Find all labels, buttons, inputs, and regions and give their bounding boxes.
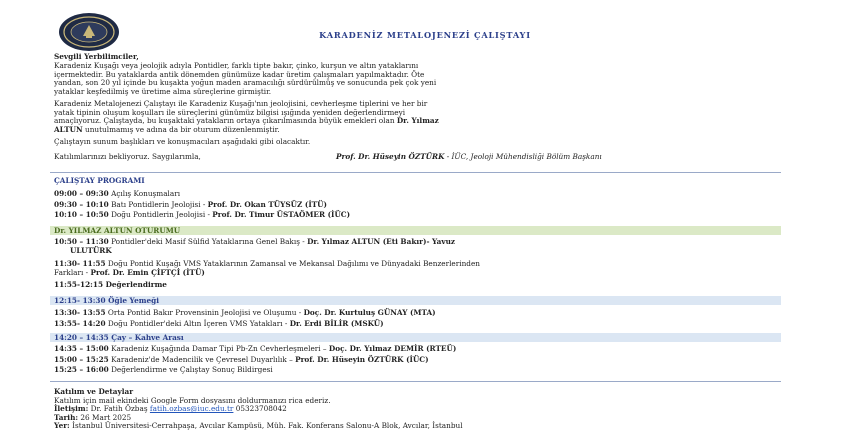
program-row-continuation: Farkları - Prof. Dr. Emin ÇİFTÇİ (İTÜ): [54, 268, 205, 277]
program-row: 15:25 – 16:00 Değerlendirme ve Çalıştay Sonuç Bildirgesi: [54, 365, 273, 374]
date-line: Tarih: 26 Mart 2025: [54, 412, 132, 422]
coffee-break: 14:20 – 14:35 Çay – Kahve Arası: [54, 333, 184, 342]
page-title: KARADENİZ METALOJENEZİ ÇALIŞTAYI: [319, 30, 531, 40]
form-note: Katılım için mail ekindeki Google Form dosyasını doldurmanızı rica ederiz.: [54, 396, 331, 405]
closing-line: Katılımlarınızı bekliyoruz. Saygılarımla, Prof. Dr. Hüseyin ÖZTÜRK - İÜC, Jeoloji Mühendisliği Bölüm Başkanı: [54, 152, 602, 161]
program-row-continuation: ULUTÜRK: [70, 246, 112, 255]
program-row: 11:30- 11:55 Doğu Pontid Kuşağı VMS Yataklarının Zamansal ve Mekansal Dağılımı ve Dünyadaki Benzerlerinden: [54, 259, 480, 268]
program-row: 09:30 – 10:10 Batı Pontidlerin Jeolojisi - Prof. Dr. Okan TÜYSÜZ (İTÜ): [54, 199, 327, 209]
intro-paragraph-1-line-4: yataklar keşfedilmiş ve üretime alma süreçlerine girmiştir.: [54, 86, 272, 96]
intro-paragraph-3: Çalıştayın sunum başlıkları ve konuşmacıları aşağıdaki gibi olacaktır.: [54, 137, 311, 146]
divider: [50, 381, 781, 382]
program-row: 15:00 – 15:25 Karadeniz'de Madencilik ve Çevresel Duyarlılık – Prof. Dr. Hüseyin ÖZTÜRK (İÜC): [54, 354, 429, 364]
program-row: 10:50 – 11:30 Pontidler'deki Masif Sülfid Yataklarına Genel Bakış - Dr. Yılmaz ALTUN (Eti Bakır)- Yavuz: [54, 237, 456, 246]
contact-email-link[interactable]: fatih.ozbas@iuc.edu.tr: [149, 404, 234, 413]
divider: [50, 172, 781, 173]
honoree-name: Dr. Yılmaz: [396, 116, 439, 125]
contact-line: İletişim: Dr. Fatih Özbaş fatih.ozbas@iuc.edu.tr 05323708042: [54, 404, 287, 413]
program-row: 13:30- 13:55 Orta Pontid Bakır Provensinin Jeolojisi ve Oluşumu - Doç. Dr. Kurtuluş GÜNAY (MTA): [54, 308, 436, 317]
lunch-break: 12:15- 13:30 Öğle Yemeği: [54, 296, 159, 305]
place-line: Yer: İstanbul Üniversitesi-Cerrahpaşa, Avcılar Kampüsü, Müh. Fak. Konferans Salonu-A Blok, Avcılar, İstanbul: [54, 421, 463, 430]
evaluation-break: 11:55-12:15 Değerlendirme: [54, 280, 167, 289]
session-title: Dr. YILMAZ ALTUN OTURUMU: [54, 226, 181, 235]
signature: Prof. Dr. Hüseyin ÖZTÜRK - İÜC, Jeoloji Mühendisliği Bölüm Başkanı: [336, 152, 602, 161]
footer-heading: Katılım ve Detaylar: [54, 387, 134, 396]
program-row: 09:00 – 09:30 Açılış Konuşmaları: [54, 189, 181, 198]
intro-paragraph-2-line-3: amaçlıyoruz. Çalıştayda, bu kuşaktaki yatakların ortaya çıkarılmasında büyük emekleri olan Dr. Yılmaz: [54, 116, 439, 125]
program-row: 14:35 – 15:00 Karadeniz Kuşağında Damar Tipi Pb-Zn Cevherleşmeleri – Doç. Dr. Yılmaz DEMİR (RTEÜ): [54, 344, 457, 353]
program-heading: ÇALIŞTAY PROGRAMI: [54, 176, 145, 185]
intro-paragraph-2-line-4: ALTUN unutulmamış ve adına da bir oturum düzenlenmiştir.: [54, 124, 280, 134]
lunch-band: [50, 296, 781, 305]
salutation: Sevgili Yerbilimciler,: [54, 52, 139, 61]
intro-paragraph-1-line-1: Karadeniz Kuşağı veya jeolojik adıyla Pontidler, farklı tipte bakır, çinko, kurşun ve altın yataklarını: [54, 61, 419, 70]
program-row: 13:55- 14:20 Doğu Pontidler'deki Altın İçeren VMS Yatakları - Dr. Erdi BİLİR (MSKÜ): [54, 318, 384, 328]
intro-paragraph-2-line-1: Karadeniz Metalojenezi Çalıştayı ile Karadeniz Kuşağı'nın jeolojisini, cevherleşme tiplerini ve her bir: [54, 99, 428, 108]
intro-paragraph-1-line-2: içermektedir. Bu yataklarda antik dönemden günümüze kadar üretim çalışmaları yapılmaktadır. Öte: [54, 69, 425, 79]
intro-paragraph-1-line-3: yandan, son 20 yıl içinde bu kuşakta yoğun maden aramacılığı sürdürülmüş ve sonucunda pek çok yeni: [54, 78, 437, 87]
intro-paragraph-2-line-2: yatak tipinin oluşum koşulları ile süreçlerini günümüz bilgisi ışığında yeniden değerlendirmeyi: [54, 107, 406, 117]
honoree-surname: ALTUN: [54, 124, 83, 134]
program-row: 10:10 – 10:50 Doğu Pontidlerin Jeolojisi - Prof. Dr. Timur ÜSTAÖMER (İÜC): [54, 210, 351, 219]
